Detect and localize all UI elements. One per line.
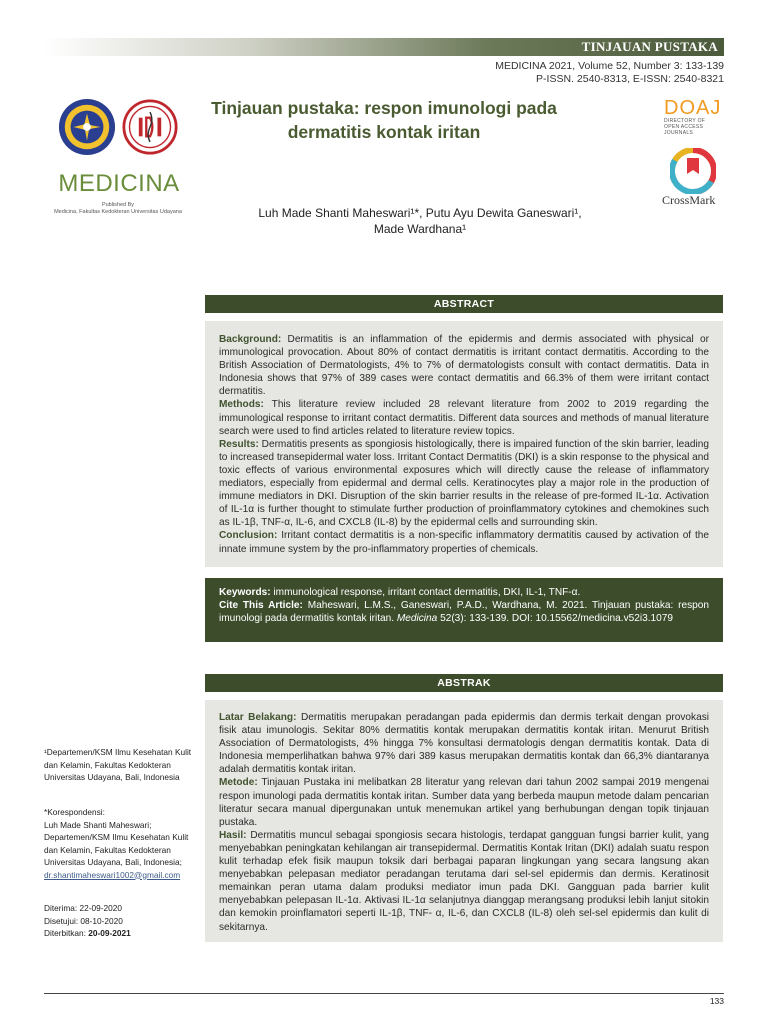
- cite-text: Maheswari, L.M.S., Ganeswari, P.A.D., Wardhana, M. 2021. Tinjauan pustaka: respon imunologi pada dermatitis kontak iritan.: [219, 600, 709, 625]
- doaj-logo-text: DOAJ: [664, 97, 722, 119]
- results-label: Results:: [219, 438, 259, 450]
- author-list: [220, 205, 620, 237]
- keywords-text: immunological response, irritant contact dermatitis, DKI, IL-1, TNF-α.: [273, 587, 581, 598]
- abstrak-metode: [219, 776, 709, 828]
- conclusion-label: Conclusion:: [219, 530, 278, 542]
- abstract-methods: [219, 398, 709, 437]
- keywords-label: Keywords:: [219, 587, 271, 598]
- background-text: Dermatitis is an inflammation of the epidermis and dermis associated with physical or immunological provocation. About 80% of contact dermatitis is irritant contact dermatitis. According to the British Association of Dermatologists, 4% to 7% of dermatologists consult with contact dermatitis. Data in Indonesia shows that 97% of 389 cases were contact dermatitis and 66.3% of them were irritant contact dermatitis.: [219, 334, 709, 398]
- conclusion-text: Irritant contact dermatitis is a non-specific inflammatory dermatitis caused by activation of the innate immune system by the pro-inflammatory properties of chemicals.: [219, 530, 710, 555]
- idi-logo-icon: [122, 98, 178, 156]
- hasil-label: Hasil:: [219, 829, 247, 841]
- doaj-sub-3: JOURNALS: [664, 130, 694, 136]
- cite-journal: Medicina: [396, 613, 438, 625]
- dates-note: [44, 902, 194, 940]
- abstrak-heading: ABSTRAK: [205, 674, 723, 692]
- published-label: Diterbitkan:: [44, 928, 86, 938]
- background-label: Background:: [219, 334, 282, 345]
- email-link[interactable]: dr.shantimaheswari1002@gmail.com: [44, 869, 181, 880]
- latar-text: Dermatitis merupakan peradangan pada epidermis dan dermis terkait dengan provokasi fisik atau imunologis. Sekitar 80% dermatitis kontak merupakan dermatitis kontak iritan. Menurut British Association of Dermatologists, 4% hingga 7% konsultasi dermatologis dengan dermatitis kontak. Data di Indonesia memperlihatkan bahwa 97% dari 389 kasus merupakan dermatitis kontak dan 66,3% diantaranya adalah dermatitis kontak iritan.: [219, 712, 709, 776]
- published-date-line: [44, 927, 194, 940]
- accepted-date: Disetujui: 08-10-2020: [44, 915, 123, 926]
- abstrak-box: [205, 700, 723, 942]
- abstract-box: [205, 321, 723, 567]
- published-date: 20-09-2021: [88, 928, 131, 938]
- hasil-text: Dermatitis muncul sebagai spongiosis secara histologis, terdapat gangguan fungsi barrier kulit, yang menyebabkan peningkatan kehilangan air transepidermal. Dermatitis Kontak Iritan (DKI) adalah suatu respon kulit terhadap efek fisik maupun toksik dari berbagai paparan lingkungan yang secara langsung akan menyebabkan pelepasan mediator peradangan terutama dari sel-sel epidermis dan dermis. Keratinosit memainkan peran utama dalam produksi mediator imun pada DKI. Gangguan pada barrier kulit menyebabkan pelepasan IL-1α. Aktivasi IL-1α selanjutnya dianggap merangsang produksi lebih lanjut sitokin dan kemokin proinflamatori seperti IL-1β, TNF- α, IL-6, dan CXCL8 (IL-8) oleh sel-sel epidermis dan kulit di sekitarnya.: [219, 829, 709, 933]
- received-date: Diterima: 22-09-2020: [44, 903, 122, 913]
- udayana-logo-icon: [58, 98, 116, 156]
- abstrak-latar: [219, 711, 709, 776]
- results-text: Dermatitis presents as spongiosis histologically, there is impaired function of the skin barrier, leading to increased transepidermal water loss. Irritant Contact Dermatitis (DKI) is a skin response to the physical and toxic effects of various environmental exposures which will directly cause the release of inflammatory mediators, especially from epidermal and dermal cells. Keratinocytes play a major role in the production of immune mediators in DKI. Disruption of the skin barrier results in the release of pre-formed IL-1α. Activation of IL-1α is further thought to stimulate further production of proinflammatory cytokines and chemokines such as IL-1β, TNF-α, IL-6, and CXCL8 (IL-8) by the epidermal cells and surrounding skin.: [219, 438, 709, 529]
- section-banner: [44, 38, 724, 56]
- article-title: [200, 96, 568, 144]
- issn-line: P-ISSN. 2540-8313, E-ISSN: 2540-8321: [536, 73, 724, 85]
- methods-label: Methods:: [219, 399, 264, 411]
- affiliation-note: [44, 746, 194, 784]
- publisher-name: Medicina, Fakultas Kedokteran Universitas Udayana: [54, 209, 182, 215]
- title-line-2: dermatitis kontak iritan: [287, 122, 481, 142]
- abstract-background: [219, 333, 709, 398]
- crossmark-label: CrossMark: [662, 193, 716, 207]
- page-number: 133: [709, 996, 724, 1006]
- metode-text: Tinjauan Pustaka ini melibatkan 28 literatur yang relevan dari tahun 2002 sampai 2019 mengenai respon imunologi pada dermatitis kontak iritan. Sumber data yang berbeda maupun metode dalam pencarian literatur secara manual dipergunakan untuk menemukan artikel yang berhubungan dengan topik tinjauan pustaka.: [219, 777, 710, 828]
- journal-info: [495, 60, 724, 86]
- metode-label: Metode:: [219, 777, 258, 789]
- authors-line-2: Made Wardhana¹: [373, 222, 467, 236]
- keywords-cite-box: [205, 578, 723, 642]
- doaj-logo[interactable]: [664, 98, 724, 136]
- published-by: [50, 202, 186, 216]
- abstract-results: [219, 438, 709, 530]
- crossmark-icon[interactable]: [670, 148, 716, 194]
- section-label: TINJAUAN PUSTAKA: [581, 39, 718, 54]
- abstrak-hasil: [219, 829, 709, 934]
- methods-text: This literature review included 28 relevant literature from 2002 to 2019 regarding the immunological response to irritant contact dermatitis. Different data sources and methods of manual literature search were used to find articles related to literature review topics.: [219, 399, 709, 437]
- cite-article: [219, 599, 709, 625]
- latar-label: Latar Belakang:: [219, 712, 297, 723]
- doaj-sub-1: DIRECTORY OF: [664, 118, 706, 124]
- affiliation-text: ¹Departemen/KSM Ilmu Kesehatan Kulit dan Kelamin, Fakultas Kedokteran Universitas Udayana, Bali, Indonesia: [44, 747, 192, 782]
- published-by-label: Published By: [101, 202, 135, 208]
- medicina-logo-text: MEDICINA: [58, 170, 180, 197]
- abstract-heading: ABSTRACT: [205, 295, 723, 313]
- title-line-1: Tinjauan pustaka: respon imunologi pada: [211, 98, 557, 118]
- correspondence-text: Luh Made Shanti Maheswari; Departemen/KSM Ilmu Kesehatan Kulit dan Kelamin, Fakultas Kedokteran Universitas Udayana, Bali, Indonesia;: [44, 819, 189, 867]
- authors-line-1: Luh Made Shanti Maheswari¹*, Putu Ayu Dewita Ganeswari¹,: [258, 206, 582, 220]
- keywords: [219, 586, 709, 599]
- journal-volume-line: MEDICINA 2021, Volume 52, Number 3: 133-139: [495, 60, 724, 72]
- correspondence-note: [44, 806, 194, 881]
- correspondence-label: *Korespondensi:: [44, 807, 105, 817]
- doaj-sub-2: OPEN ACCESS: [664, 124, 704, 130]
- cite-label: Cite This Article:: [219, 600, 303, 612]
- cite-doi[interactable]: 52(3): 133-139. DOI: 10.15562/medicina.v52i3.1079: [440, 613, 673, 625]
- abstract-conclusion: [219, 529, 709, 555]
- footer-rule: [44, 993, 724, 994]
